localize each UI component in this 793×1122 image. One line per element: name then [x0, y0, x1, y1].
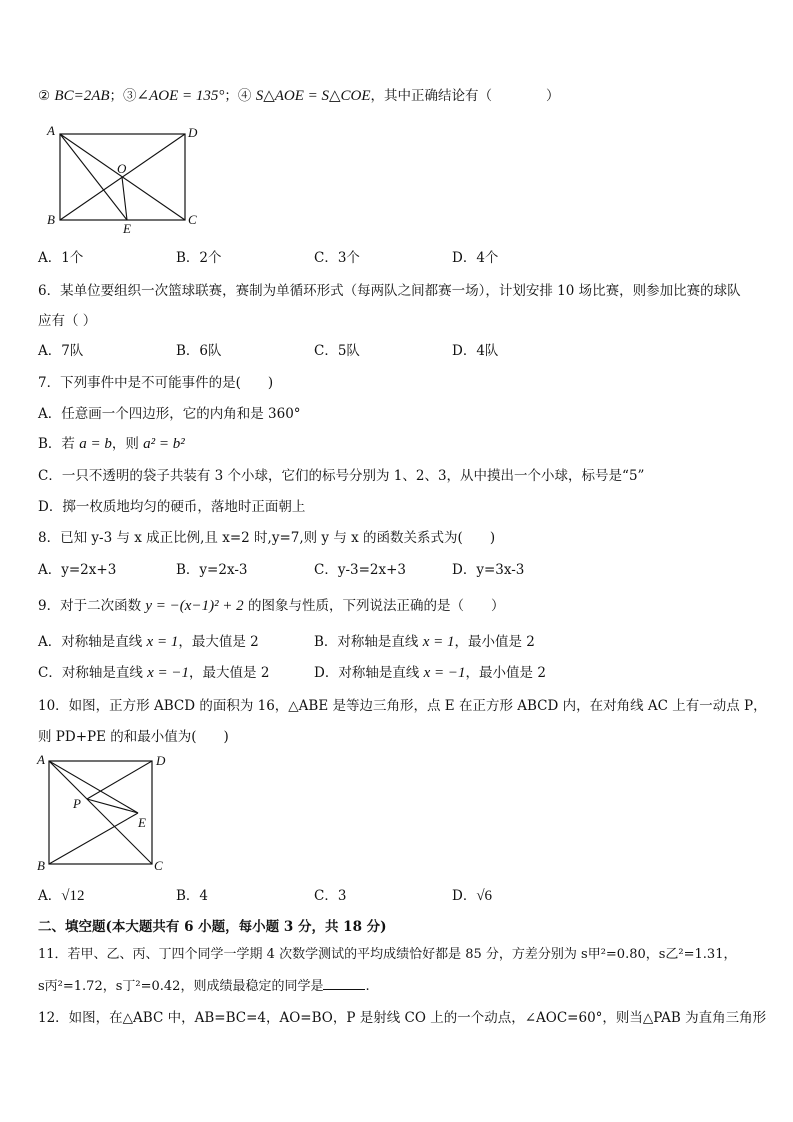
q7-option-c[interactable]: C．一只不透明的袋子共装有 3 个小球，它们的标号分别为 1、2、3，从中摸出一个小球，标号是“5” [38, 468, 645, 484]
q6-stem-line1: 6．某单位要组织一次篮球联赛，赛制为单循环形式（每两队之间都赛一场），计划安排 10 场比赛，则参加比赛的球队 [38, 283, 741, 299]
q9-option-a-post: ，最大值是 2 [178, 634, 259, 650]
q5-conclusions-line [38, 87, 560, 105]
q10-label-e: E [138, 815, 146, 830]
q9-option-a-math: x = 1 [146, 634, 179, 650]
q11-stem-line2-text: s丙²=1.72，s丁²=0.42，则成绩最稳定的同学是 [38, 979, 324, 994]
q6-option-d[interactable]: D．4队 [452, 343, 499, 359]
q10-figure [34, 753, 174, 875]
q10-option-a-value: √12 [61, 888, 85, 904]
q10-stem-line2: 则 PD+PE 的和最小值为( ) [38, 729, 229, 745]
q5-option-d[interactable]: D．4个 [452, 250, 499, 266]
q9-option-b-math: x = 1 [422, 634, 455, 650]
q10-option-a-label: A． [38, 888, 62, 904]
q7-option-b-math2: a² = b² [143, 436, 185, 452]
q10-label-a: A [37, 753, 45, 767]
q9-option-d-math: x = −1 [423, 665, 466, 681]
q9-option-d-post: ，最小值是 2 [465, 665, 546, 681]
q10-option-a[interactable] [38, 887, 84, 905]
q7-option-b[interactable] [38, 435, 185, 453]
q10-option-c[interactable] [314, 887, 346, 905]
q5-sep2: ； [224, 88, 238, 104]
q9-option-d-pre: D．对称轴是直线 [314, 665, 420, 681]
q7-option-a[interactable]: A．任意画一个四边形，它的内角和是 360° [38, 406, 301, 422]
q5-opt3-label: ③ [123, 88, 137, 104]
q5-option-c[interactable]: C．3个 [314, 250, 360, 266]
q7-option-d[interactable]: D．掷一枚质地均匀的硬币，落地时正面朝上 [38, 499, 306, 515]
q9-stem [38, 597, 504, 615]
q10-label-c: C [154, 858, 163, 873]
q5-label-e: E [123, 221, 131, 236]
q7-option-b-mid: ，则 [111, 436, 139, 452]
q5-label-b: B [47, 212, 55, 227]
q9-option-b-post: ，最小值是 2 [454, 634, 535, 650]
q6-stem-line2: 应有（ ） [38, 313, 97, 329]
q6-option-b[interactable]: B．6队 [176, 343, 222, 359]
q10-option-b-label: B． [176, 888, 200, 904]
q8-stem: 8．已知 y-3 与 x 成正比例,且 x=2 时,y=7,则 y 与 x 的函数关系式为( ) [38, 530, 496, 546]
q5-sep1: ； [109, 88, 124, 104]
q8-option-d[interactable]: D．y=3x-3 [452, 562, 525, 578]
q11-stem-line2-end: . [365, 979, 370, 994]
q9-option-c[interactable] [38, 664, 269, 682]
q9-stem-suffix: 的图象与性质，下列说法正确的是（ ） [247, 598, 505, 614]
q10-option-d-label: D． [452, 888, 477, 904]
q9-stem-prefix: 9．对于二次函数 [38, 598, 142, 614]
q5-option-b[interactable]: B．2个 [176, 250, 222, 266]
q11-stem-line2 [38, 977, 370, 996]
q5-label-c: C [188, 212, 197, 227]
q5-segment-ae [60, 134, 127, 220]
q9-option-a[interactable] [38, 633, 259, 651]
q8-option-a[interactable]: A．y=2x+3 [38, 562, 117, 578]
q5-label-o: O [117, 161, 127, 176]
q10-option-d[interactable] [452, 887, 492, 905]
q10-option-c-label: C． [314, 888, 338, 904]
q5-figure [40, 120, 210, 238]
q7-stem: 7．下列事件中是不可能事件的是( ) [38, 375, 274, 391]
q10-option-b[interactable] [176, 887, 208, 905]
q8-option-b[interactable]: B．y=2x-3 [176, 562, 248, 578]
q9-option-d[interactable] [314, 664, 546, 682]
q10-segment-be [49, 813, 138, 864]
q6-option-c[interactable]: C．5队 [314, 343, 360, 359]
q9-option-c-post: ，最大值是 2 [189, 665, 270, 681]
q5-opt4-label: ④ [237, 88, 252, 104]
q7-option-b-math1: a = b [79, 436, 112, 452]
section2-title: 二、填空题(本大题共有 6 小题，每小题 3 分，共 18 分) [38, 919, 387, 935]
q10-option-c-value: 3 [337, 888, 347, 904]
q10-label-p: P [73, 796, 81, 811]
q5-segment-oe [122, 177, 127, 220]
q12-stem-line1: 12．如图，在△ABC 中，AB=BC=4，AO=BO，P 是射线 CO 上的一个动点，∠AOC=60°，则当△PAB 为直角三角形 [38, 1010, 767, 1026]
q8-option-c[interactable]: C．y-3=2x+3 [314, 562, 407, 578]
q10-segment-pd [87, 761, 152, 799]
q10-label-b: B [37, 858, 45, 873]
q9-option-b-pre: B．对称轴是直线 [314, 634, 419, 650]
q5-opt2-math: BC=2AB [54, 88, 110, 104]
q11-answer-blank[interactable] [323, 977, 365, 990]
q5-tail-text: ，其中正确结论有（ ） [370, 88, 560, 104]
q10-option-b-value: 4 [199, 888, 209, 904]
q5-opt2-label: ② [38, 88, 51, 104]
q10-option-d-value: √6 [476, 888, 493, 904]
q5-opt3-math: ∠AOE = 135° [136, 88, 225, 104]
q11-stem-line1: 11．若甲、乙、丙、丁四个同学一学期 4 次数学测试的平均成绩恰好都是 85 分，方差分别为 s甲²=0.80，s乙²=1.31， [38, 947, 737, 962]
q10-label-d: D [156, 753, 166, 768]
q10-stem-line1: 10．如图，正方形 ABCD 的面积为 16，△ABE 是等边三角形，点 E 在正方形 ABCD 内，在对角线 AC 上有一动点 P， [38, 698, 767, 714]
q9-option-c-math: x = −1 [147, 665, 190, 681]
q6-option-a[interactable]: A．7队 [38, 343, 84, 359]
q7-option-b-prefix: B．若 [38, 436, 75, 452]
q9-option-c-pre: C．对称轴是直线 [38, 665, 143, 681]
q5-option-a[interactable]: A．1个 [38, 250, 84, 266]
q5-label-a: A [47, 123, 55, 138]
q9-function-math: y = −(x−1)² + 2 [145, 598, 244, 614]
q5-opt4-math: S△AOE = S△COE [255, 88, 371, 104]
q9-option-b[interactable] [314, 633, 535, 651]
q5-label-d: D [188, 125, 198, 140]
q9-option-a-pre: A．对称轴是直线 [38, 634, 143, 650]
